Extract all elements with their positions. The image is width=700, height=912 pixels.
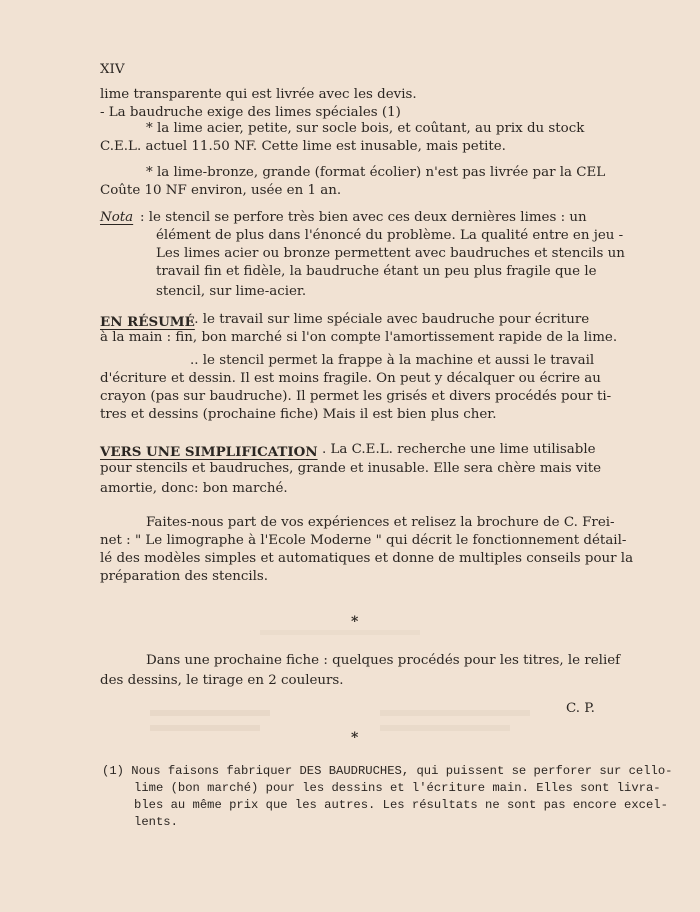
footnote-line: lents.: [134, 815, 178, 829]
prochaine-line: Dans une prochaine fiche : quelques procédés pour les titres, le relief: [146, 653, 621, 668]
simplification-line: pour stencils et baudruches, grande et inusable. Elle sera chère mais vite: [100, 461, 602, 476]
nota-line: Les limes acier ou bronze permettent avec baudruches et stencils un: [156, 246, 625, 261]
resume-line: crayon (pas sur baudruche). Il permet les grisés et divers procédés pour ti-: [100, 389, 612, 404]
intro-line: lime transparente qui est livrée avec les devis.: [100, 87, 417, 102]
resume-line: d'écriture et dessin. Il est moins fragile. On peut y décalquer ou écrire au: [100, 371, 601, 386]
signature: C. P.: [566, 701, 595, 716]
simplification-line: . La C.E.L. recherche une lime utilisable: [322, 442, 596, 457]
show-through-texture: [80, 625, 620, 755]
resume-line: .. le stencil permet la frappe à la machine et aussi le travail: [190, 353, 595, 368]
prochaine-line: des dessins, le tirage en 2 couleurs.: [100, 673, 344, 688]
nota-line: travail fin et fidèle, la baudruche étant un peu plus fragile que le: [156, 264, 597, 279]
nota-line: stencil, sur lime-acier.: [156, 284, 307, 299]
experiences-line: préparation des stencils.: [100, 569, 269, 584]
nota-label: Nota: [100, 210, 134, 225]
simplification-label: VERS UNE SIMPLIFICATION: [100, 444, 318, 460]
resume-label: EN RÉSUMÉ: [100, 314, 195, 330]
simplification-line: amortie, donc: bon marché.: [100, 481, 288, 496]
page-number: XIV: [100, 62, 125, 77]
experiences-line: Faites-nous part de vos expériences et relisez la brochure de C. Frei-: [146, 515, 615, 530]
bullet-line: C.E.L. actuel 11.50 NF. Cette lime est inusable, mais petite.: [100, 139, 506, 154]
footnote-line: lime (bon marché) pour les dessins et l'écriture main. Elles sont livra-: [134, 781, 661, 795]
footnote-line: bles au même prix que les autres. Les résultats ne sont pas encore excel-: [134, 798, 668, 812]
nota-line: élément de plus dans l'énoncé du problème. La qualité entre en jeu -: [156, 228, 624, 243]
separator-star: *: [351, 730, 359, 746]
resume-line: tres et dessins (prochaine fiche) Mais il est bien plus cher.: [100, 407, 497, 422]
resume-line: à la main : fin, bon marché si l'on compte l'amortissement rapide de la lime.: [100, 330, 618, 345]
experiences-line: net : " Le limographe à l'Ecole Moderne " qui décrit le fonctionnement détail-: [100, 533, 627, 548]
separator-star: *: [351, 614, 359, 630]
bullet-line: * la lime acier, petite, sur socle bois, et coûtant, au prix du stock: [146, 121, 585, 136]
experiences-line: lé des modèles simples et automatiques et donne de multiples conseils pour la: [100, 551, 634, 566]
footnote-line: (1) Nous faisons fabriquer DES BAUDRUCHES, qui puissent se perforer sur cello-: [102, 764, 673, 778]
resume-line: .. le travail sur lime spéciale avec baudruche pour écriture: [190, 312, 590, 327]
bullet-line: * la lime-bronze, grande (format écolier) n'est pas livrée par la CEL: [146, 165, 606, 180]
bullet-line: Coûte 10 NF environ, usée en 1 an.: [100, 183, 342, 198]
intro-line: - La baudruche exige des limes spéciales (1): [100, 105, 401, 120]
nota-line: : le stencil se perfore très bien avec ces deux dernières limes : un: [140, 210, 587, 225]
